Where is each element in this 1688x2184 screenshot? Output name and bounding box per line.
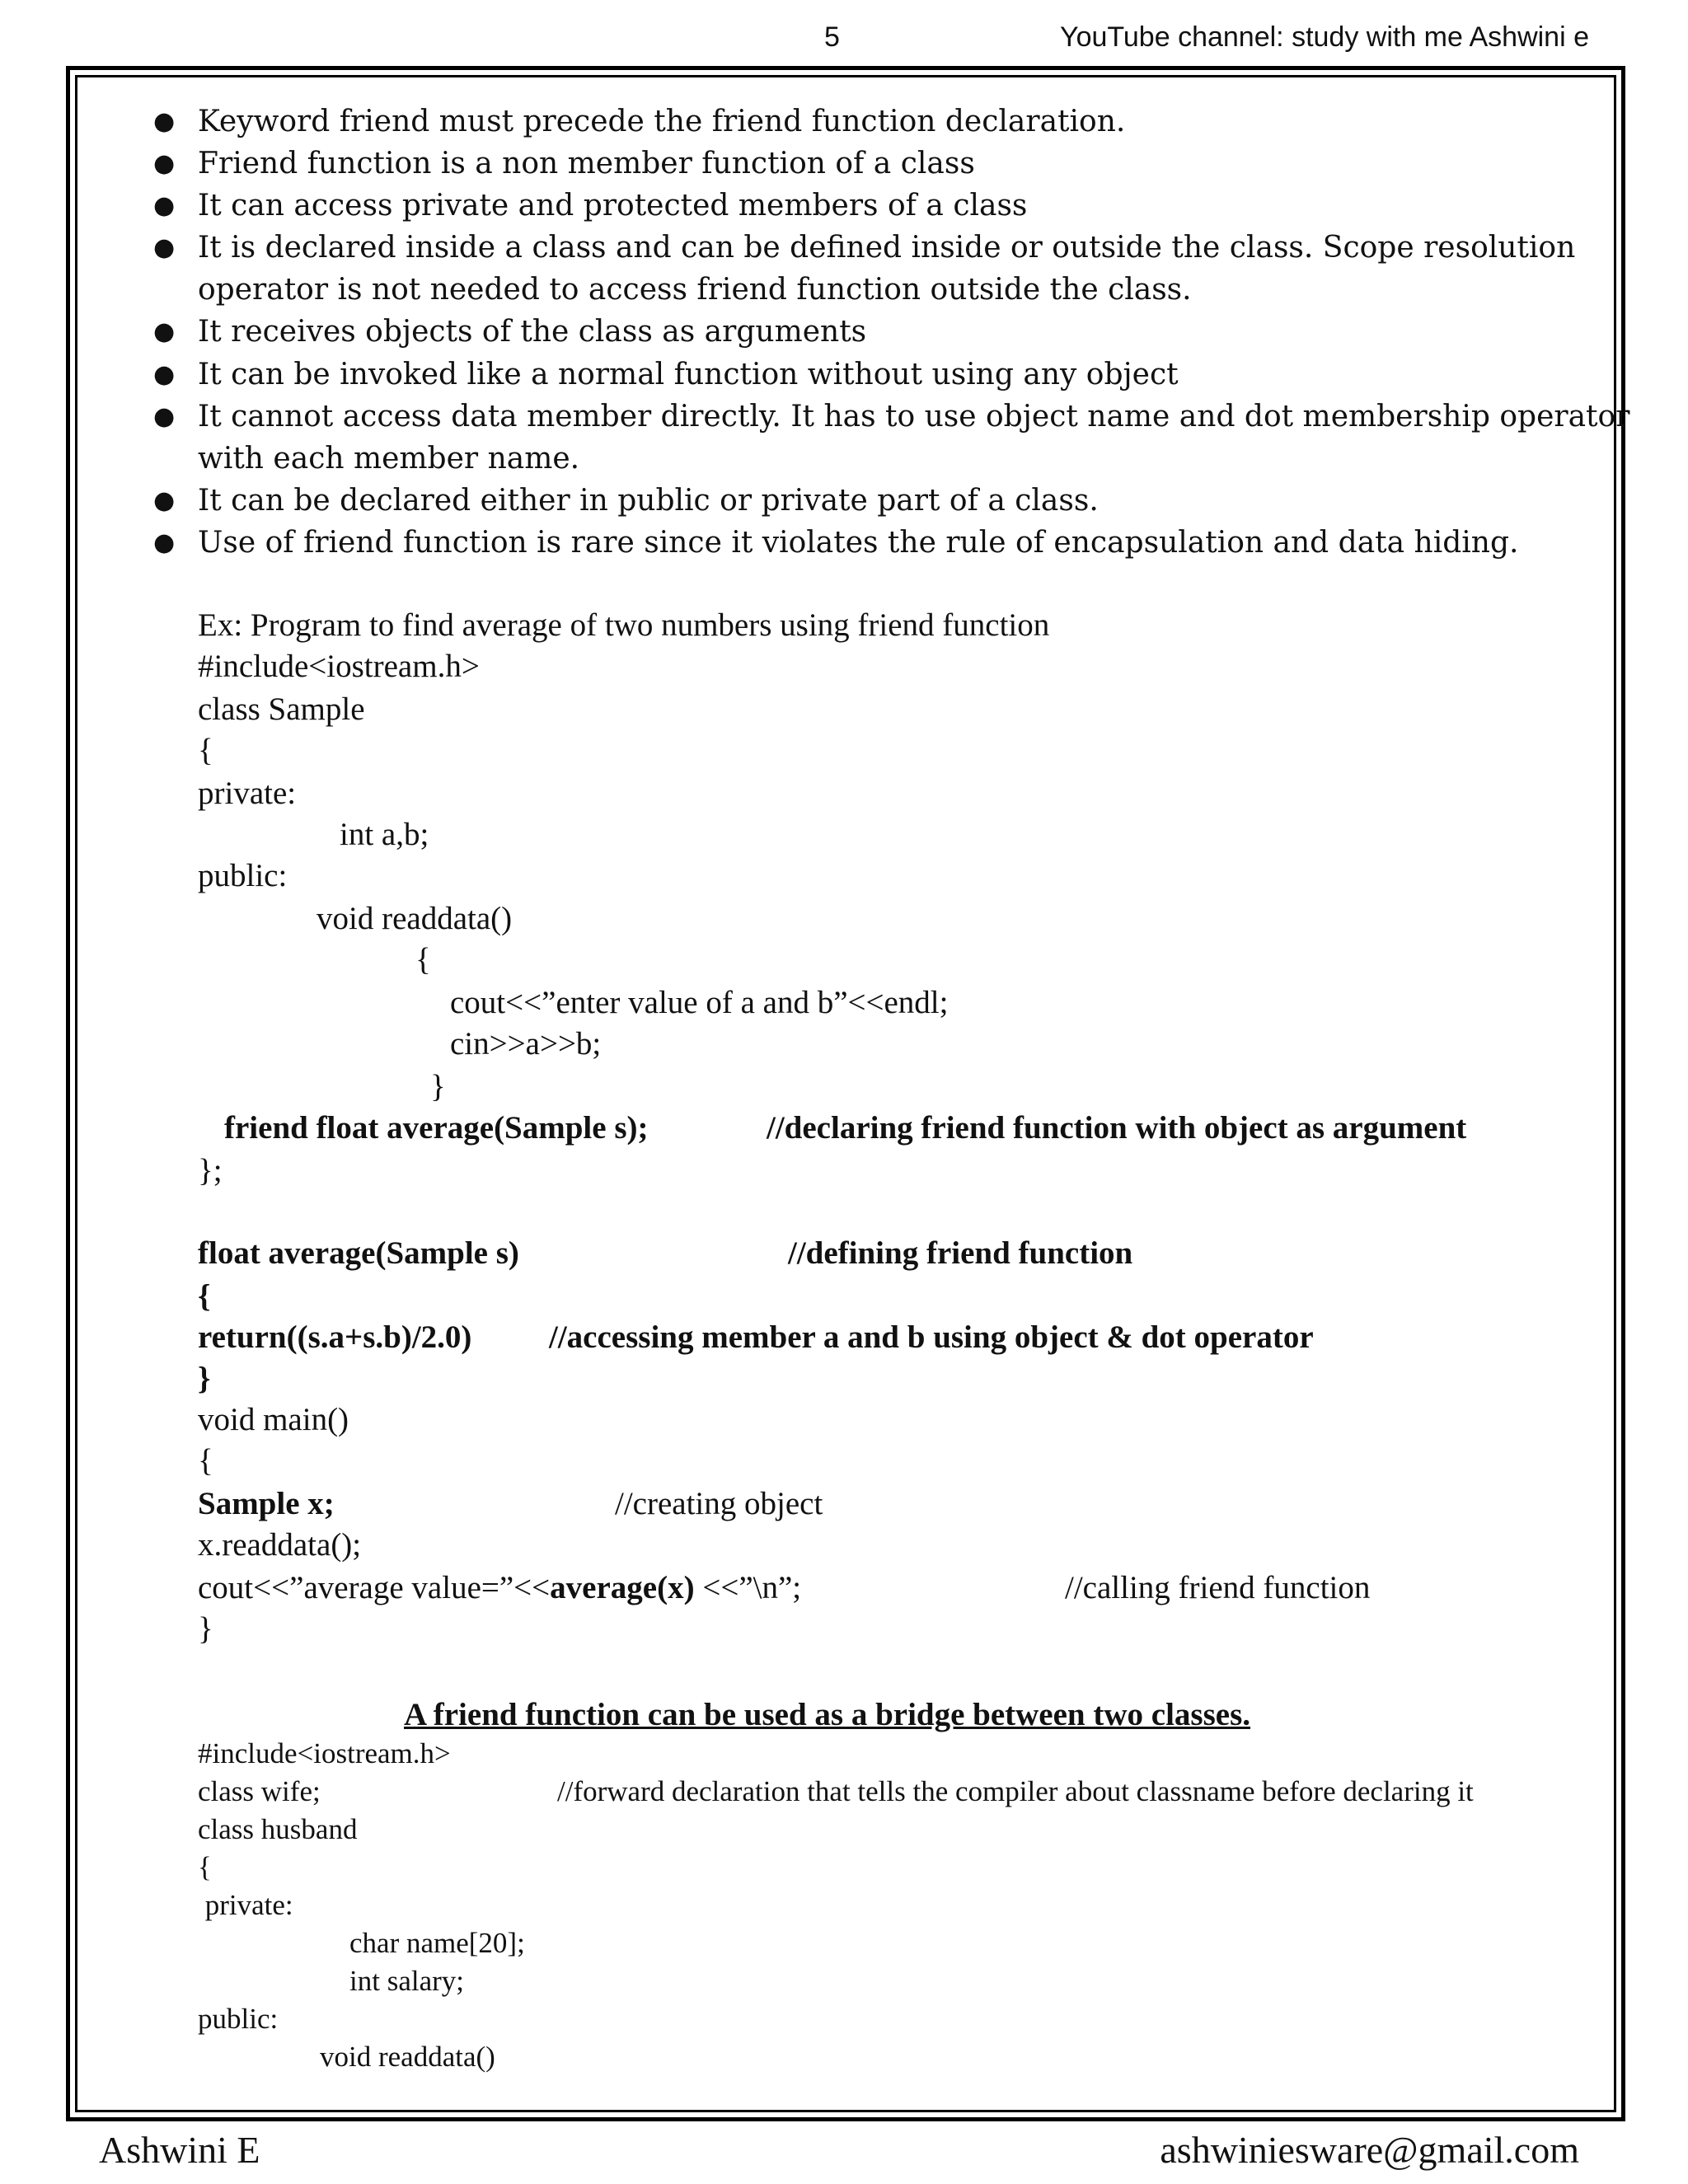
code-line: x.readdata(); <box>198 1527 362 1563</box>
footer-email: ashwiniesware@gmail.com <box>1160 2129 1579 2171</box>
code-comment: //calling friend function <box>1065 1570 1371 1605</box>
code-line: #include<iostream.h> <box>198 649 480 684</box>
code-line: char name[20]; <box>349 1927 525 1959</box>
code-line: int salary; <box>349 1965 464 1997</box>
code-line: }; <box>198 1153 223 1188</box>
bullet-item: ● It receives objects of the class as arguments <box>198 311 866 353</box>
code-comment: //creating object <box>615 1486 823 1521</box>
page-number: 5 <box>824 21 840 53</box>
bullet-continuation: operator is not needed to access friend function outside the class. <box>198 273 1192 307</box>
code-line: void readdata() <box>316 901 513 936</box>
channel-header: YouTube channel: study with me Ashwini e <box>1060 21 1589 53</box>
bullet-item: ● Friend function is a non member function of a class <box>198 143 975 185</box>
code-line: public: <box>198 2003 279 2035</box>
bullet-item: ● It can be declared either in public or private part of a class. <box>198 480 1099 522</box>
code-line: Sample x; <box>198 1486 335 1521</box>
code-line: } <box>198 1611 213 1647</box>
bullet-dot-icon: ● <box>153 486 176 515</box>
code-line: class husband <box>198 1813 358 1845</box>
bullet-item: ● Use of friend function is rare since it violates the rule of encapsulation and data hiding. <box>198 522 1518 564</box>
friend-definition: float average(Sample s) <box>198 1235 519 1271</box>
footer-author: Ashwini E <box>99 2129 260 2171</box>
code-line: } <box>430 1069 446 1104</box>
code-line: public: <box>198 858 288 893</box>
bullet-dot-icon: ● <box>153 360 176 389</box>
friend-declaration: friend float average(Sample s); <box>224 1110 649 1146</box>
code-line: void readdata() <box>320 2041 495 2073</box>
section-heading: A friend function can be used as a bridge between two classes. <box>404 1697 1251 1732</box>
bullet-item: ● Keyword friend must precede the friend function declaration. <box>198 101 1125 143</box>
bullet-item: ● It cannot access data member directly. It has to use object name and dot membership operator <box>198 396 1629 438</box>
code-line: { <box>198 1443 213 1479</box>
bullet-dot-icon: ● <box>153 402 176 431</box>
bullet-dot-icon: ● <box>153 528 176 557</box>
code-line: cout<<”enter value of a and b”<<endl; <box>450 985 949 1020</box>
code-line: { <box>198 1851 212 1883</box>
code-comment: //forward declaration that tells the compiler about classname before declaring it <box>557 1775 1474 1807</box>
example-title: Ex: Program to find average of two numbers using friend function <box>198 607 1050 643</box>
code-line: cout<<”average value=”<<average(x) <<”\n”; <box>198 1570 802 1605</box>
bullet-dot-icon: ● <box>153 149 176 178</box>
code-line: { <box>198 1278 211 1314</box>
bullet-dot-icon: ● <box>153 233 176 262</box>
code-line: } <box>198 1361 211 1396</box>
code-line: void main() <box>198 1402 349 1437</box>
code-line: #include<iostream.h> <box>198 1737 451 1769</box>
bullet-item: ● It can be invoked like a normal function without using any object <box>198 354 1179 396</box>
code-comment: //defining friend function <box>788 1235 1133 1271</box>
code-line: class wife; <box>198 1775 321 1807</box>
code-line: { <box>198 733 213 768</box>
code-comment: //accessing member a and b using object & dot operator <box>549 1319 1314 1355</box>
bullet-continuation: with each member name. <box>198 442 580 476</box>
code-comment: //declaring friend function with object as argument <box>767 1110 1467 1146</box>
code-line: { <box>415 942 431 977</box>
code-line: return((s.a+s.b)/2.0) <box>198 1319 472 1355</box>
code-line: private: <box>198 776 297 811</box>
bullet-dot-icon: ● <box>153 191 176 220</box>
code-line: class Sample <box>198 691 365 727</box>
code-line: int a,b; <box>340 817 429 852</box>
code-line: cin>>a>>b; <box>450 1026 602 1062</box>
bullet-item: ● It is declared inside a class and can be defined inside or outside the class. Scope resolution <box>198 227 1575 269</box>
code-line: private: <box>198 1889 293 1921</box>
bullet-dot-icon: ● <box>153 317 176 346</box>
bullet-dot-icon: ● <box>153 107 176 136</box>
bullet-item: ● It can access private and protected members of a class <box>198 185 1027 227</box>
